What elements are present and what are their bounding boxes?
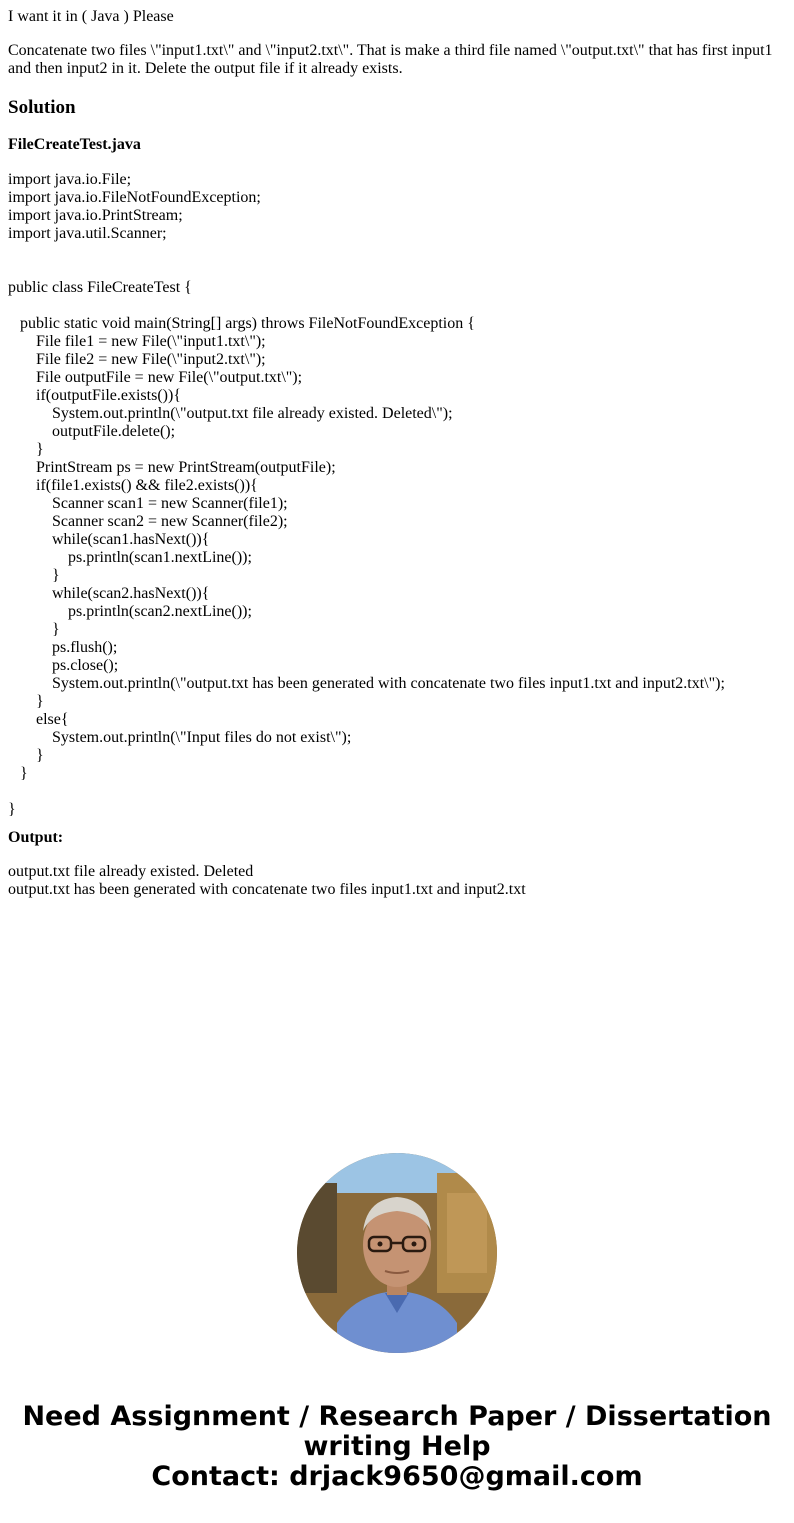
code-line: ps.println(scan1.nextLine());: [8, 549, 252, 566]
code-line: }: [8, 621, 60, 638]
code-line: }: [8, 441, 44, 458]
code-line: File file2 = new File(\"input2.txt\");: [8, 351, 266, 368]
code-line: }: [8, 747, 44, 764]
code-line: if(file1.exists() && file2.exists()){: [8, 477, 258, 494]
author-avatar: [297, 1153, 497, 1353]
question-text: Concatenate two files \"input1.txt\" and \"input2.txt\". That is make a third file named \"output.txt\" that has first input1 and then input2 in it. Delete the output file if it already exists.: [8, 42, 777, 77]
code-line: while(scan2.hasNext()){: [8, 585, 210, 602]
code-line: [8, 261, 786, 279]
code-line: }: [8, 801, 16, 818]
code-line: import java.util.Scanner;: [8, 225, 167, 242]
code-line: Scanner scan2 = new Scanner(file2);: [8, 513, 288, 530]
code-line: import java.io.PrintStream;: [8, 207, 183, 224]
code-line: [8, 297, 786, 315]
solution-heading: Solution: [8, 97, 76, 118]
code-block: [8, 171, 786, 819]
code-line: System.out.println(\"output.txt file already existed. Deleted\");: [8, 405, 453, 422]
output-block: [8, 863, 526, 899]
promo-line-1: Need Assignment / Research Paper / Dissertation: [22, 1401, 772, 1432]
promo-contact: Contact: drjack9650@gmail.com: [151, 1461, 643, 1492]
code-line: import java.io.File;: [8, 171, 132, 188]
author-photo-illustration: [297, 1153, 497, 1353]
code-line: }: [8, 765, 28, 782]
question-intro: I want it in ( Java ) Please: [8, 8, 174, 25]
code-line: PrintStream ps = new PrintStream(outputFile);: [8, 459, 336, 476]
code-line: File file1 = new File(\"input1.txt\");: [8, 333, 266, 350]
code-line: import java.io.FileNotFoundException;: [8, 189, 261, 206]
code-line: }: [8, 693, 44, 710]
code-line: [8, 783, 786, 801]
code-line: System.out.println(\"output.txt has been generated with concatenate two files input1.txt and input2.txt\");: [8, 675, 725, 692]
filename-heading: FileCreateTest.java: [8, 136, 141, 153]
code-line: outputFile.delete();: [8, 423, 176, 440]
code-line: ps.close();: [8, 657, 119, 674]
code-line: else{: [8, 711, 69, 728]
output-line: output.txt has been generated with concatenate two files input1.txt and input2.txt: [8, 881, 526, 898]
code-line: public class FileCreateTest {: [8, 279, 192, 296]
output-heading: Output:: [8, 829, 64, 846]
code-line: System.out.println(\"Input files do not exist\");: [8, 729, 352, 746]
code-line: [8, 243, 786, 261]
code-line: ps.println(scan2.nextLine());: [8, 603, 252, 620]
output-line: output.txt file already existed. Deleted: [8, 863, 254, 880]
code-line: }: [8, 567, 60, 584]
code-line: File outputFile = new File(\"output.txt\");: [8, 369, 303, 386]
code-line: public static void main(String[] args) throws FileNotFoundException {: [8, 315, 475, 332]
code-line: Scanner scan1 = new Scanner(file1);: [8, 495, 288, 512]
promo-line-2: writing Help: [303, 1431, 491, 1462]
code-line: while(scan1.hasNext()){: [8, 531, 210, 548]
code-line: if(outputFile.exists()){: [8, 387, 181, 404]
promo-banner: [0, 1402, 794, 1492]
code-line: ps.flush();: [8, 639, 118, 656]
